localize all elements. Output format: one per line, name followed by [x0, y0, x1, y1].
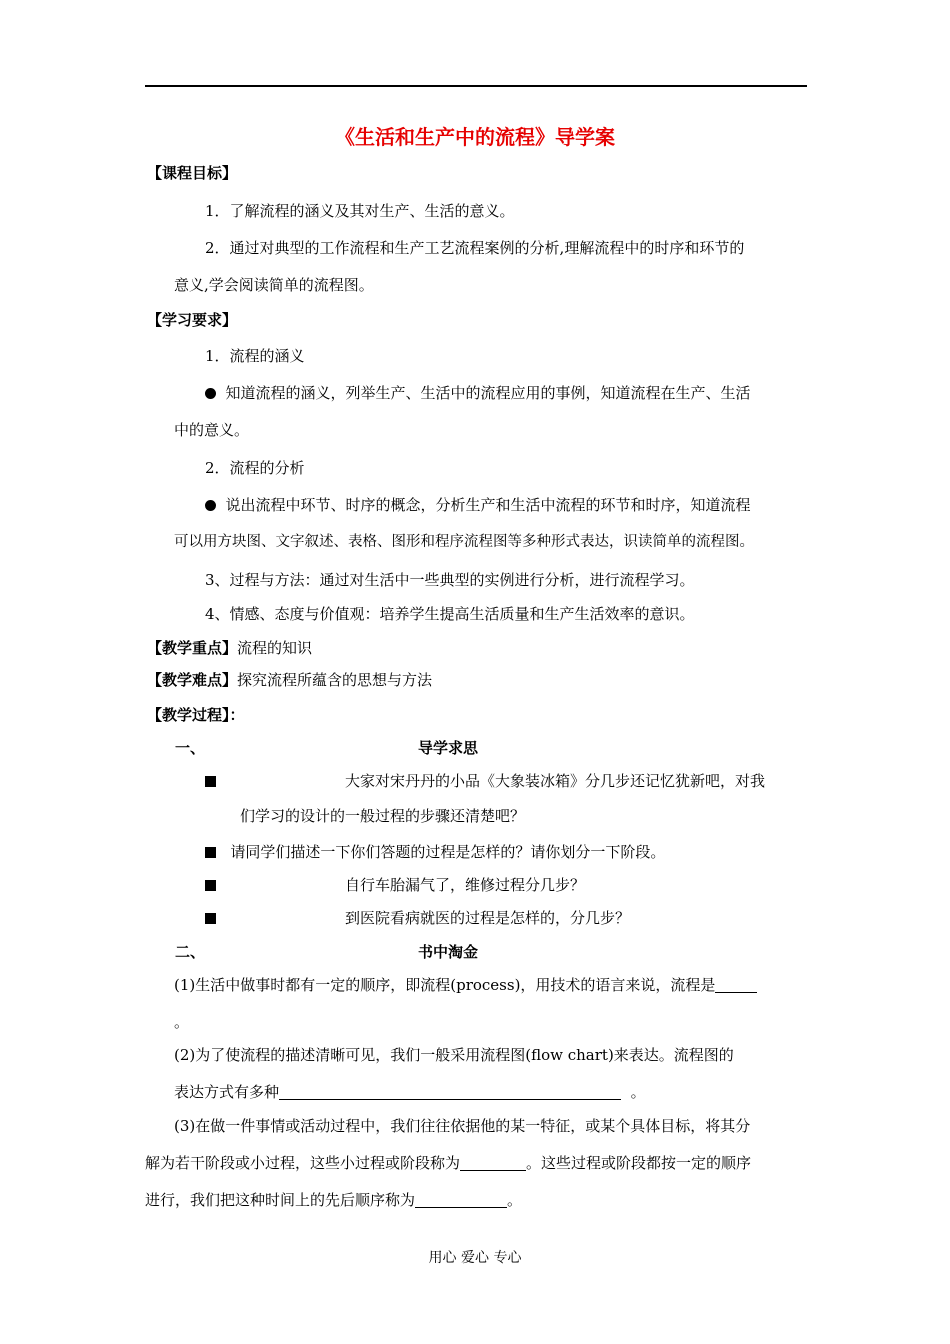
fill-1-line-2: 。: [174, 1013, 190, 1031]
part-1-number: 一、: [175, 739, 206, 757]
req-4: 4、情感、态度与价值观：培养学生提高生活质量和生产生活效率的意识。: [205, 605, 695, 623]
question-1-bullet: [205, 771, 216, 791]
req-2: 2．流程的分析: [205, 459, 305, 477]
teaching-difficulty: 【教学难点】探究流程所蕴含的思想与方法: [147, 671, 433, 689]
answer-blank[interactable]: [460, 1156, 526, 1171]
question-2: 请同学们描述一下你们答题的过程是怎样的？请你划分一下阶段。: [205, 842, 665, 862]
part-2-title: 书中淘金: [418, 943, 479, 961]
fill-3-line-3: 进行，我们把这种时间上的先后顺序称为 。: [145, 1191, 523, 1209]
question-4-bullet: [205, 908, 216, 928]
fill-2-line-1: (2)为了使流程的描述清晰可见，我们一般采用流程图(flow chart)来表达。流程图的: [174, 1046, 734, 1064]
course-goal-heading: 【课程目标】: [147, 164, 238, 182]
bullet-dot-icon: [205, 500, 216, 511]
question-1-line-2: 们学习的设计的一般过程的步骤还清楚吧？: [240, 807, 526, 825]
fill-2-line-2: 表达方式有多种 。: [174, 1083, 646, 1101]
req-2-bullet-line-1: 说出流程中环节、时序的概念，分析生产和生活中流程的环节和时序，知道流程: [205, 495, 751, 515]
fill-3-line-2: 解为若干阶段或小过程，这些小过程或阶段称为 。这些过程或阶段都按一定的顺序: [145, 1154, 752, 1172]
fill-3-line-1: (3)在做一件事情或活动过程中，我们往往依据他的某一特征，或某个具体目标，将其分: [174, 1117, 751, 1135]
req-1-bullet-line-2: 中的意义。: [174, 421, 250, 439]
answer-blank[interactable]: [415, 1193, 507, 1208]
answer-blank[interactable]: [279, 1085, 621, 1100]
study-req-heading: 【学习要求】: [147, 311, 238, 329]
question-4: 到医院看病就医的过程是怎样的，分几步？: [345, 909, 631, 927]
header-rule: [145, 85, 807, 87]
req-3: 3、过程与方法：通过对生活中一些典型的实例进行分析，进行流程学习。: [205, 571, 695, 589]
square-bullet-icon: [205, 776, 216, 787]
square-bullet-icon: [205, 847, 216, 858]
req-2-bullet-line-2: 可以用方块图、文字叙述、表格、图形和程序流程图等多种形式表达，识读简单的流程图。: [174, 534, 754, 550]
bullet-dot-icon: [205, 388, 216, 399]
teaching-process-heading: 【教学过程】：: [147, 706, 245, 724]
question-3: 自行车胎漏气了，维修过程分几步？: [345, 876, 586, 894]
goal-2-line-2: 意义,学会阅读简单的流程图。: [174, 276, 374, 294]
goal-2-line-1: 2．通过对典型的工作流程和生产工艺流程案例的分析,理解流程中的时序和环节的: [205, 239, 745, 257]
question-3-bullet: [205, 875, 216, 895]
part-2-number: 二、: [175, 943, 206, 961]
goal-1: 1．了解流程的涵义及其对生产、生活的意义。: [205, 202, 515, 220]
page-footer: 用心 爱心 专心: [428, 1250, 522, 1266]
teaching-key: 【教学重点】流程的知识: [147, 639, 313, 657]
req-1: 1．流程的涵义: [205, 347, 305, 365]
question-1-line-1: 大家对宋丹丹的小品《大象装冰箱》分几步还记忆犹新吧，对我: [345, 772, 766, 790]
square-bullet-icon: [205, 880, 216, 891]
part-1-title: 导学求思: [418, 739, 479, 757]
page-title: 《生活和生产中的流程》导学案: [335, 125, 615, 149]
fill-1-line-1: (1)生活中做事时都有一定的顺序，即流程(process)，用技术的语言来说，流程是: [174, 975, 757, 995]
square-bullet-icon: [205, 913, 216, 924]
req-1-bullet-line-1: 知道流程的涵义，列举生产、生活中的流程应用的事例，知道流程在生产、生活: [205, 383, 751, 403]
answer-blank[interactable]: [715, 978, 757, 993]
